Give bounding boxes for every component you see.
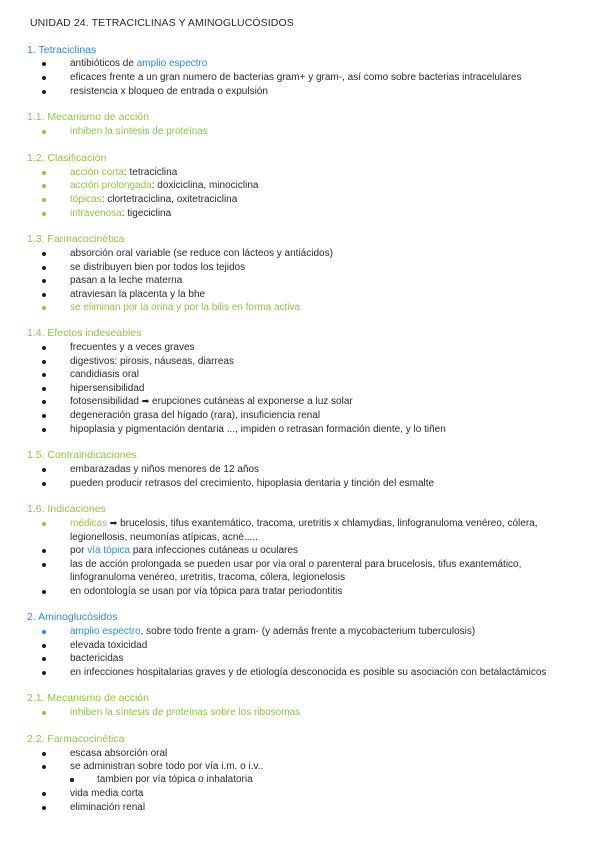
list-item: pasan a la leche materna bbox=[70, 274, 182, 287]
list-item: tópicas: clortetraciclina, oxitetraciclina bbox=[70, 193, 237, 206]
bullet-icon bbox=[42, 279, 46, 283]
list-item: elevada toxicidad bbox=[70, 639, 147, 652]
bullet-icon bbox=[42, 806, 46, 810]
list-item: en odontología se usan por vía tópica para tratar periodontitis bbox=[70, 585, 342, 598]
list-item: atraviesan la placenta y la bhe bbox=[70, 288, 205, 301]
bullet-icon bbox=[42, 590, 46, 594]
bullet-icon bbox=[42, 752, 46, 756]
bullet-icon bbox=[42, 171, 46, 175]
list-item-continuation: legionellosis, neumonías atípicas, acné..... bbox=[70, 532, 258, 543]
list-item: las de acción prolongada se pueden usar por vía oral o parenteral para brucelosis, tifus exantemático, bbox=[70, 558, 521, 571]
bullet-icon bbox=[42, 373, 46, 377]
bullet-icon bbox=[42, 266, 46, 270]
section-heading-farmacocinetica-2: 2.2. Farmacocinética bbox=[27, 733, 125, 745]
list-item-continuation: linfogranuloma venéreo, uretritis, tracoma, cólera, legionelosis bbox=[70, 572, 346, 583]
bullet-icon bbox=[42, 792, 46, 796]
list-item: eficaces frente a un gran numero de bacterias gram+ y gram-, así como sobre bacterias intracelulares bbox=[70, 71, 522, 84]
list-item: frecuentes y a veces graves bbox=[70, 341, 195, 354]
list-item: eliminación renal bbox=[70, 801, 145, 814]
list-item: inhiben la síntesis de proteínas bbox=[70, 125, 208, 138]
list-item: embarazadas y niños menores de 12 años bbox=[70, 463, 259, 476]
arrow-right-icon: ➡ bbox=[107, 518, 118, 528]
list-item: antibióticos de amplio espectro bbox=[70, 57, 207, 70]
bullet-icon bbox=[42, 711, 46, 715]
bullet-icon bbox=[42, 428, 46, 432]
list-item: degeneración grasa del hígado (rara), insuficiencia renal bbox=[70, 409, 320, 422]
section-heading-mecanismo-2: 2.1. Mecanismo de acción bbox=[27, 692, 149, 704]
section-heading-tetraciclinas: 1. Tetraciclinas bbox=[27, 44, 97, 56]
bullet-icon bbox=[42, 522, 46, 526]
bullet-icon bbox=[42, 198, 46, 202]
list-item: acción corta: tetraciclina bbox=[70, 166, 177, 179]
bullet-icon bbox=[42, 184, 46, 188]
bullet-icon bbox=[42, 387, 46, 391]
list-item: intravenosa: tigeciclina bbox=[70, 207, 171, 220]
bullet-icon bbox=[42, 76, 46, 80]
list-item: médicas ➡ brucelosis, tifus exantemático, tracoma, uretritis x chlamydias, linfogranuloma venéreo, cólera, bbox=[70, 517, 537, 530]
list-item: se administran sobre todo por vía i.m. o i.v.. bbox=[70, 760, 263, 773]
list-item: bactericidas bbox=[70, 652, 123, 665]
bullet-icon bbox=[42, 671, 46, 675]
bullet-icon bbox=[42, 62, 46, 66]
list-item: hipoplasia y pigmentación dentaria ..., impiden o retrasan formación diente, y lo tiñen bbox=[70, 423, 446, 436]
section-heading-farmacocinetica: 1.3. Farmacocinética bbox=[27, 233, 125, 245]
list-item: se eliminan por la orina y por la bilis en forma activa bbox=[70, 301, 300, 314]
list-item: por vía tópica para infecciones cutáneas u oculares bbox=[70, 544, 298, 557]
section-heading-efectos: 1.4. Efectos indeseables bbox=[27, 327, 142, 339]
list-item: digestivos: pirosis, náuseas, diarreas bbox=[70, 355, 234, 368]
bullet-icon bbox=[42, 252, 46, 256]
list-item: fotosensibilidad ➡ erupciones cutáneas al exponerse a luz solar bbox=[70, 395, 353, 408]
bullet-icon bbox=[42, 630, 46, 634]
bullet-icon bbox=[42, 346, 46, 350]
bullet-icon bbox=[42, 400, 46, 404]
list-item: se distribuyen bien por todos los tejidos bbox=[70, 261, 245, 274]
bullet-icon bbox=[42, 90, 46, 94]
list-item: acción prolongada: doxiciclina, minociclina bbox=[70, 179, 258, 192]
list-item: candidiasis oral bbox=[70, 368, 139, 381]
section-heading-contraindicaciones: 1.5. Contraindicaciones bbox=[27, 449, 137, 461]
bullet-icon bbox=[42, 468, 46, 472]
list-item: amplio espectro, sobre todo frente a gram- (y además frente a mycobacterium tuberculosis) bbox=[70, 625, 475, 638]
bullet-icon bbox=[42, 549, 46, 553]
list-item: resistencia x bloqueo de entrada o expulsión bbox=[70, 85, 268, 98]
list-item: escasa absorción oral bbox=[70, 747, 167, 760]
list-item: vida media corta bbox=[70, 787, 143, 800]
list-item: inhiben la síntesis de proteínas sobre los ribosomas bbox=[70, 706, 300, 719]
list-item: hipersensibilidad bbox=[70, 382, 145, 395]
bullet-icon bbox=[70, 778, 74, 782]
bullet-icon bbox=[42, 563, 46, 567]
list-item: absorción oral variable (se reduce con lácteos y antiácidos) bbox=[70, 247, 333, 260]
bullet-icon bbox=[42, 765, 46, 769]
bullet-icon bbox=[42, 130, 46, 134]
bullet-icon bbox=[42, 414, 46, 418]
bullet-icon bbox=[42, 360, 46, 364]
bullet-icon bbox=[42, 293, 46, 297]
bullet-icon bbox=[42, 212, 46, 216]
bullet-icon bbox=[42, 482, 46, 486]
list-subitem: tambien por vía tópica o inhalatoria bbox=[97, 773, 253, 786]
section-heading-aminoglucosidos: 2. Aminoglucósidos bbox=[27, 611, 118, 623]
list-item: en infecciones hospitalarias graves y de etiología desconocida es posible su asociación con betalactámicos bbox=[70, 666, 546, 679]
bullet-icon bbox=[42, 306, 46, 310]
list-item: pueden producir retrasos del crecimiento, hipoplasia dentaria y tinción del esmalte bbox=[70, 477, 434, 490]
section-heading-mecanismo: 1.1. Mecanismo de acción bbox=[27, 111, 149, 123]
bullet-icon bbox=[42, 644, 46, 648]
document-title: UNIDAD 24. TETRACICLINAS Y AMINOGLUCÓSIDOS bbox=[30, 17, 294, 29]
bullet-icon bbox=[42, 657, 46, 661]
section-heading-clasificacion: 1.2. Clasificación bbox=[27, 152, 107, 164]
section-heading-indicaciones: 1.6. Indicaciones bbox=[27, 503, 106, 515]
arrow-right-icon: ➡ bbox=[141, 396, 150, 406]
